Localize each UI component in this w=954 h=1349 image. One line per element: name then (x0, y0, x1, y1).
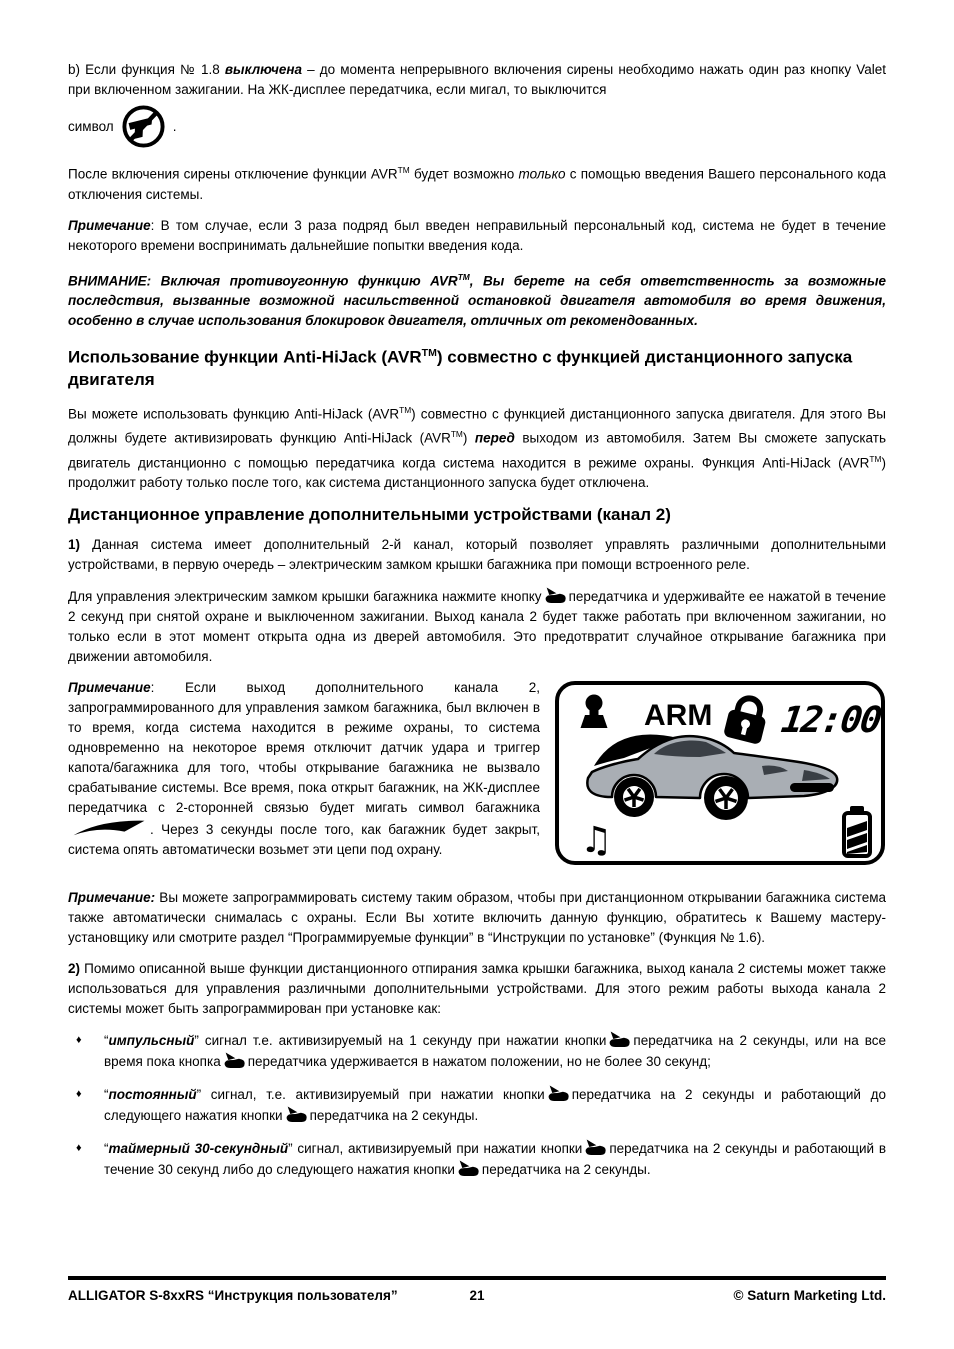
paragraph-antihijack: Вы можете использовать функцию Anti-HiJack (AVR™) совместно с функцией дистанционного запуска двигателя. Для этого Вы должны будете активизировать функцию Anti-HiJack (AVR™) перед выходом из автомобиля. Затем Вы сможете запускать двигатель дистанционно с помощью передатчика когда система находится в режиме охраны. Функция Anti-HiJack (AVR™) продолжит работу только после того, как система дистанционного запуска будет отключена. (68, 404, 886, 491)
page-content (68, 60, 886, 1192)
bullet-marker: ♦ (76, 1034, 82, 1047)
trunk-button-icon (221, 1051, 248, 1070)
paragraph-channel2-intro: 1) Данная система имеет дополнительный 2-й канал, который позволяет управлять различными дополнительными устройствами, в первую очередь – электрическим замком крышки багажника при помощи встроенного реле. (68, 537, 886, 573)
note-programmable: Примечание: Вы можете запрограммировать систему таким образом, чтобы при дистанционном открывании багажника система также автоматически снималась с охраны. Если Вы хотите включить данную функцию, обратитесь к Вашему мастеру-установщику или смотрите раздел “Программируемые функции” в “Инструкции по установке” (Функция № 1.6). (68, 890, 886, 946)
paragraph-avr-disable: После включения сирены отключение функции AVR™ будет возможно только с помощью введения Вашего персонального кода отключения системы. (68, 165, 886, 202)
trunk-lid-icon (68, 818, 150, 838)
symbol-line: символ . (68, 102, 886, 150)
paragraph-function-1-8: b) Если функция № 1.8 выключена – до момента непрерывного включения сирены необходимо нажать один раз кнопку Valet при включенном зажигании. На ЖК-дисплее передатчика, если мигал, то выключится (68, 62, 886, 97)
bullet-marker: ♦ (76, 1088, 82, 1101)
bullet-pulse-mode (68, 1030, 886, 1072)
trunk-button-icon (455, 1159, 482, 1178)
bullet-marker: ♦ (76, 1142, 82, 1155)
trunk-button-icon (545, 1084, 572, 1103)
footer-copyright: © Saturn Marketing Ltd. (733, 1288, 886, 1303)
svg-text:12:00: 12:00 (778, 698, 884, 742)
trunk-button-icon (582, 1138, 609, 1157)
bullet-constant-text: “постоянный” сигнал, т.е. активизируемый при нажатии кнопки передатчика на 2 секунды и работающий до следующего нажатия кнопки передатчика на 2 секунды. (104, 1084, 886, 1126)
note-with-figure (68, 678, 886, 877)
bullet-pulse-text: “импульсный” сигнал т.е. активизируемый на 1 секунду при нажатии кнопки передатчика на 2 секунды, или на все время пока кнопка передатчика удерживается в нажатом положении, но не более 30 секунд; (104, 1030, 886, 1072)
note-wrong-code: Примечание: В том случае, если 3 раза подряд был введен неправильный персональный код, система не будет в течение некоторого времени воспринимать дальнейшие попытки введения кода. (68, 217, 886, 253)
clock-display (779, 698, 885, 741)
lcd-remote-display (554, 680, 886, 871)
footer-rule (68, 1276, 886, 1280)
section-heading-channel2: Дистанционное управление дополнительными устройствами (канал 2) (68, 505, 671, 525)
bullet-timer-mode (68, 1138, 886, 1180)
page-footer (68, 1276, 886, 1305)
trunk-button-icon (542, 586, 569, 605)
footer-document-title: ALLIGATOR S-8xxRS “Инструкция пользователя” (68, 1288, 398, 1303)
bullet-constant-mode (68, 1084, 886, 1126)
arm-label: ARM (644, 699, 713, 733)
trunk-button-icon (606, 1030, 633, 1049)
section-heading-antihijack: Использование функции Anti-HiJack (AVR™) совместно с функцией дистанционного запуска двигателя (68, 347, 853, 389)
bullet-timer-text: “таймерный 30-секундный” сигнал, активизируемый при нажатии кнопки передатчика на 2 секунды и работающий в течение 30 секунд либо до следующего нажатия кнопки передатчика на 2 секунды. (104, 1138, 886, 1180)
paragraph-channel2-modes: 2) Помимо описанной выше функции дистанционного отпирания замка крышки багажника, выход канала 2 системы может также использоваться для управления различными дополнительными устройствами. Для этого режим работы выхода канала 2 системы может быть запрограммирован при установке как: (68, 961, 886, 1017)
note-trunk-open: Примечание: Если выход дополнительного канала 2, запрограммированного для управления замком багажника, был включен в то время, когда система находится в режиме охраны, то система одновременно на некоторое время отключит датчик удара и триггер капота/багажника для того, чтобы открывание багажника не вызвало срабатывание системы. Все время, пока открыт багажник, на ЖК-дисплее передатчика с 2-сторонней связью будет мигать символ багажника. Через 3 секунды после того, как багажник будет закрыт, система опять автоматически возьмет эти цепи под охрану. (68, 680, 540, 858)
music-note-icon: ♫ (580, 820, 613, 862)
paragraph-trunk-button: Для управления электрическим замком крышки багажника нажмите кнопку передатчика и удерживайте ее нажатой в течение 2 секунд при снятой охране и выключенном зажигании. Выход канала 2 будет также работать при включенном зажигании, но только если в этот момент открыта одна из дверей автомобиля. Это предотвратит случайное открывание багажника при движении автомобиля. (68, 586, 886, 667)
warning-avr: ВНИМАНИЕ: Включая противоугонную функцию AVR™, Вы берете на себя ответственность за возможные последствия, вызванные возможной насильственной остановкой двигателя автомобиля во время движения, особенно в случае использования блокировок двигателя, отличных от рекомендованных. (68, 271, 886, 328)
footer-page-number: 21 (469, 1288, 485, 1303)
trunk-button-icon (283, 1105, 310, 1124)
no-gun-icon (121, 104, 166, 149)
